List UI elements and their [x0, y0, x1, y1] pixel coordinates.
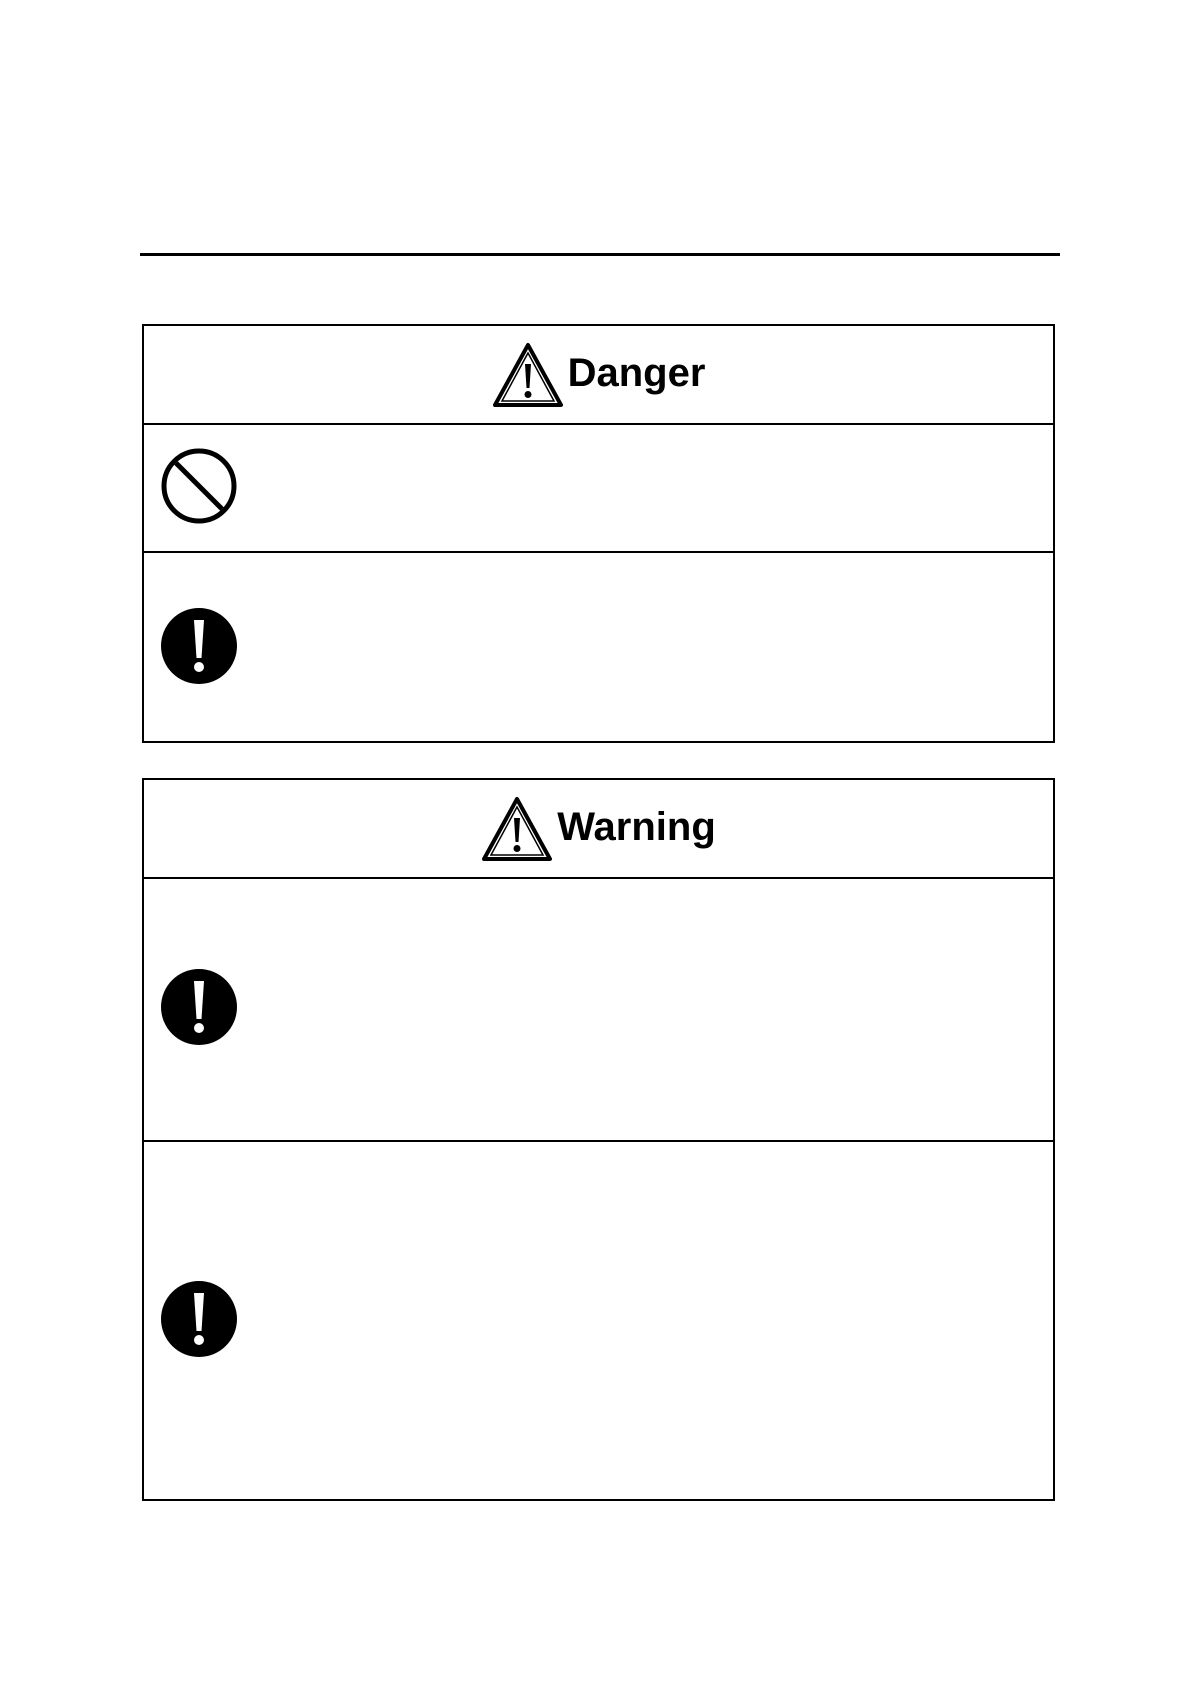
warning-triangle-icon	[481, 796, 553, 862]
danger-title: Danger	[567, 350, 706, 395]
mandatory-action-icon	[160, 1280, 238, 1358]
warning-panel	[142, 778, 1055, 1501]
warning-title: Warning	[557, 804, 716, 849]
warning-triangle-icon	[492, 342, 564, 408]
danger-panel	[142, 324, 1055, 743]
warning-row-2	[144, 1140, 1053, 1499]
danger-row-prohibition	[144, 425, 1053, 551]
danger-row-mandatory	[144, 551, 1053, 741]
prohibition-icon	[160, 447, 238, 525]
warning-panel-header	[144, 780, 1053, 879]
warning-row-1	[144, 879, 1053, 1140]
mandatory-action-icon	[160, 968, 238, 1046]
top-divider	[140, 253, 1060, 256]
danger-panel-header	[144, 326, 1053, 425]
mandatory-action-icon	[160, 607, 238, 685]
